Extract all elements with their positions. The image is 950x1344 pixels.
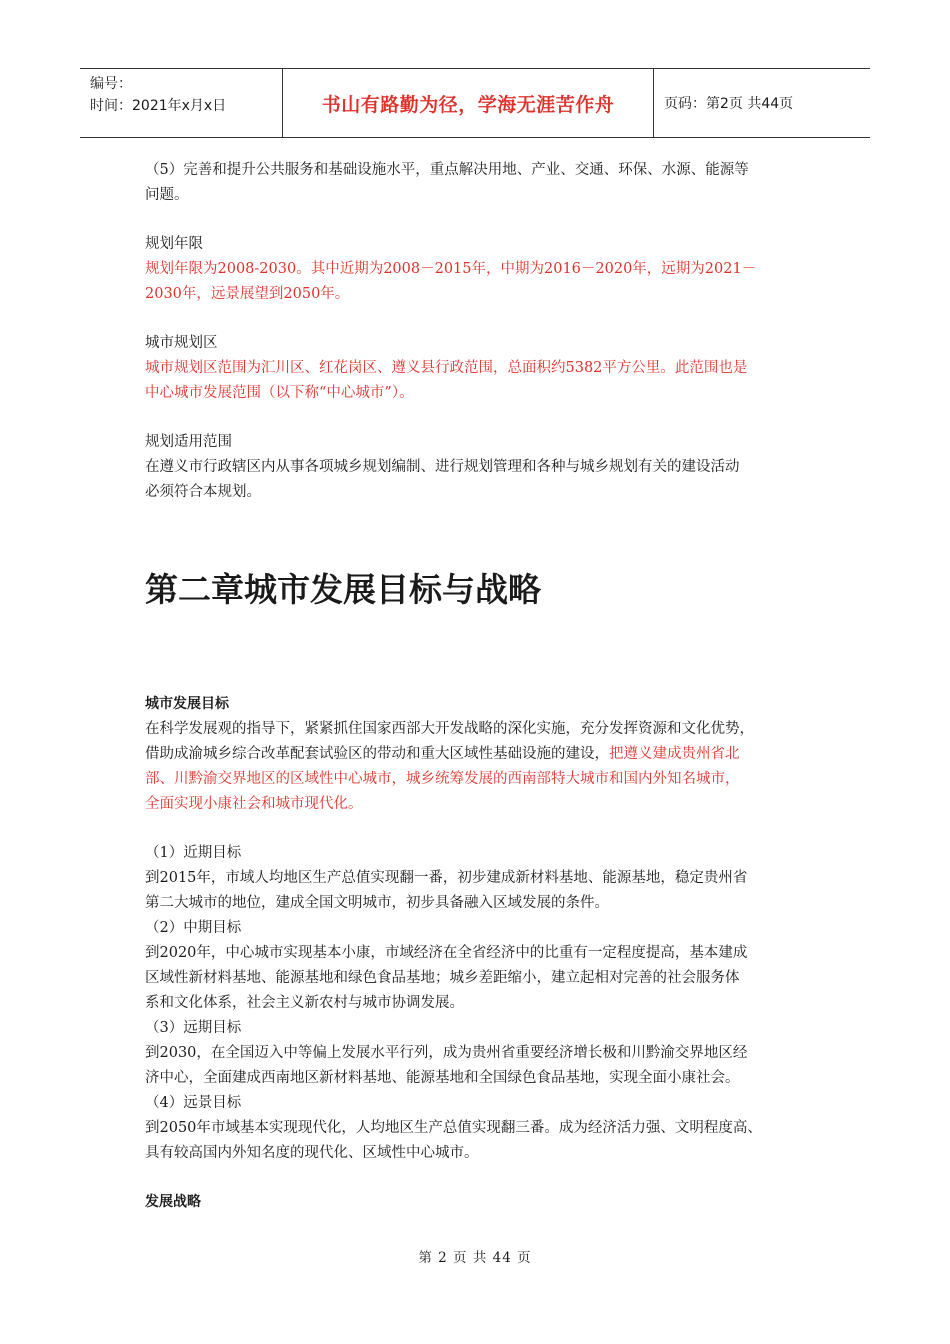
far-line-1: 到2030，在全国迈入中等偏上发展水平行列，成为贵州省重要经济增长极和川黔渝交界地区经 [145,1045,748,1061]
mid-line-3: 系和文化体系，社会主义新农村与城市协调发展。 [145,995,464,1011]
scope-line-2: 必须符合本规划。 [145,484,261,500]
goals-line-4: 全面实现小康社会和城市现代化。 [145,796,363,812]
period-heading: 规划年限 [145,236,203,252]
page-footer: 第 2 页 共 44 页 [418,1250,532,1266]
scope-line-1: 在遵义市行政辖区内从事各项城乡规划编制、进行规划管理和各种与城乡规划有关的建设活动 [145,459,740,475]
item5-line: （5）完善和提升公共服务和基础设施水平，重点解决用地、产业、交通、环保、水源、能源等 [145,162,749,178]
header-motto: 书山有路勤为径，学海无涯苦作舟 [282,69,654,137]
goals-heading: 城市发展目标 [145,696,229,712]
near-line-1: 到2015年，市域人均地区生产总值实现翻一番，初步建成新材料基地、能源基地，稳定贵州省 [145,870,748,886]
vision-line-2: 具有较高国内外知名度的现代化、区域性中心城市。 [145,1145,479,1161]
mid-line-2: 区域性新材料基地、能源基地和绿色食品基地；城乡差距缩小，建立起相对完善的社会服务体 [145,970,740,986]
item5-line-cont: 问题。 [145,187,189,203]
time-label: 时间：2021年x月x日 [90,98,227,114]
vision-label: （4）远景目标 [145,1095,242,1111]
far-line-2: 济中心，全面建成西南地区新材料基地、能源基地和全国绿色食品基地，实现全面小康社会。 [145,1070,740,1086]
near-label: （1）近期目标 [145,845,242,861]
document-body [145,158,825,505]
goals-line-3: 部、川黔渝交界地区的区域性中心城市，城乡统筹发展的西南部特大城市和国内外知名城市， [145,771,740,787]
area-heading: 城市规划区 [145,335,218,351]
page-header [80,68,870,138]
goals-section [145,692,825,1215]
header-page-info: 页码：第2页 共44页 [664,96,794,112]
far-label: （3）远期目标 [145,1020,242,1036]
header-meta [80,69,282,137]
period-line-1: 规划年限为2008-2030。其中近期为2008－2015年，中期为2016－2020年，远期为2021－ [145,261,757,277]
vision-line-1: 到2050年市域基本实现现代化，人均地区生产总值实现翻三番。成为经济活力强、文明程度高、 [145,1120,762,1136]
goals-line-2-black: 借助成渝城乡综合改革配套试验区的带动和重大区域性基础设施的建设， [145,746,609,762]
area-line-1: 城市规划区范围为汇川区、红花岗区、遵义县行政范围，总面积约5382平方公里。此范围也是 [145,360,748,376]
goals-line-2 [145,742,825,767]
code-label: 编号： [90,76,132,92]
scope-heading: 规划适用范围 [145,434,232,450]
area-line-2: 中心城市发展范围（以下称“中心城市”）。 [145,385,414,401]
mid-line-1: 到2020年，中心城市实现基本小康，市域经济在全省经济中的比重有一定程度提高，基本建成 [145,945,748,961]
period-line-2: 2030年，远景展望到2050年。 [145,286,350,302]
mid-label: （2）中期目标 [145,920,242,936]
strategy-heading: 发展战略 [145,1194,201,1210]
goals-line-2-red: 把遵义建成贵州省北 [609,746,740,762]
goals-line-1: 在科学发展观的指导下，紧紧抓住国家西部大开发战略的深化实施，充分发挥资源和文化优势， [145,721,754,737]
chapter-title: 第二章城市发展目标与战略 [145,570,541,609]
near-line-2: 第二大城市的地位，建成全国文明城市，初步具备融入区域发展的条件。 [145,895,609,911]
